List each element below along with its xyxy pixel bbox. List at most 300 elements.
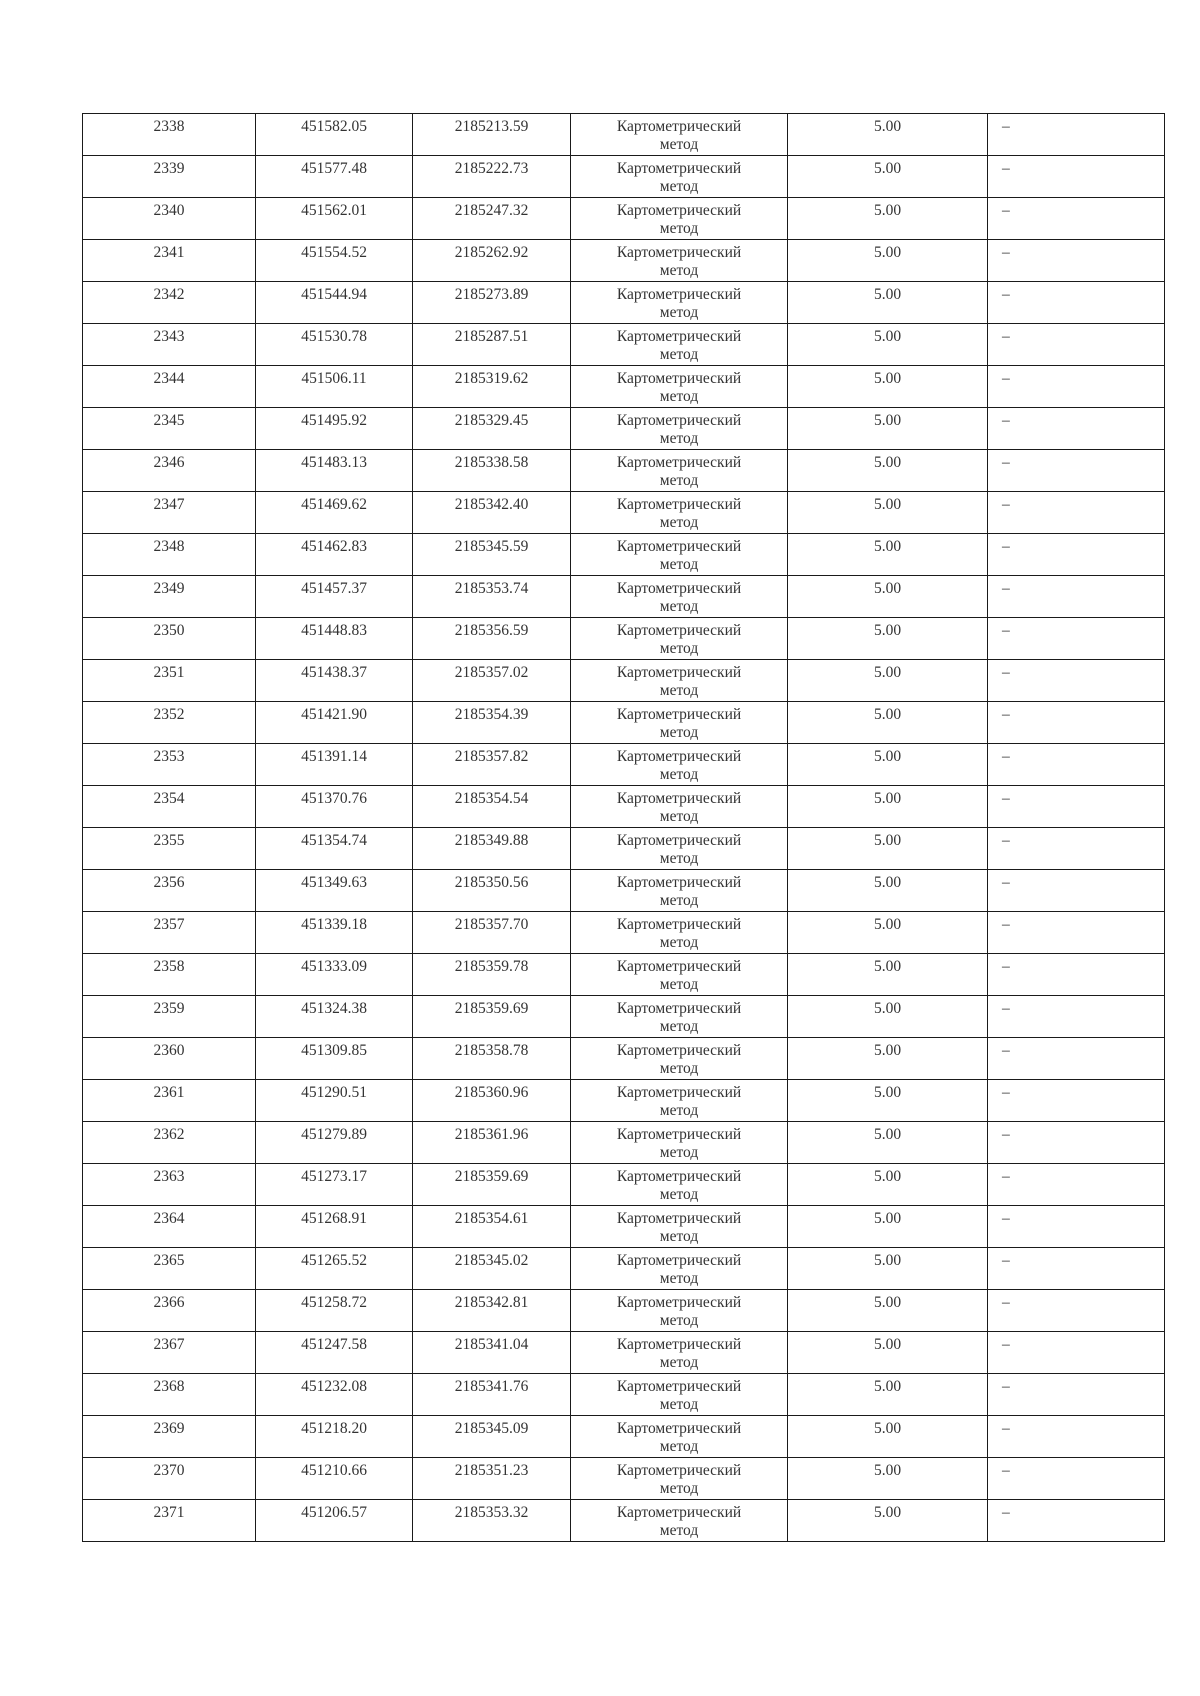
table-row (83, 1458, 1165, 1500)
point-number-cell (83, 1416, 256, 1458)
point-number: 2364 (153, 1210, 185, 1227)
y-coordinate: 2185350.56 (454, 874, 529, 891)
x-coordinate-cell (256, 870, 413, 912)
point-number: 2352 (153, 706, 185, 723)
method-cell (571, 282, 788, 324)
note-value: – (1002, 832, 1010, 849)
x-coordinate-cell (256, 786, 413, 828)
note-cell (988, 1164, 1165, 1206)
accuracy-value: 5.00 (873, 874, 902, 891)
point-number: 2356 (153, 874, 185, 891)
method-cell (571, 618, 788, 660)
point-number-cell (83, 954, 256, 996)
method-text-line1: Картометрический (616, 916, 742, 933)
x-coordinate-cell (256, 1332, 413, 1374)
accuracy-cell (788, 1374, 988, 1416)
point-number-cell (83, 1374, 256, 1416)
accuracy-value: 5.00 (873, 412, 902, 429)
y-coordinate: 2185353.32 (454, 1504, 529, 1521)
accuracy-cell (788, 114, 988, 156)
method-cell (571, 198, 788, 240)
point-number-cell (83, 828, 256, 870)
y-coordinate: 2185319.62 (454, 370, 529, 387)
method-text-line2: метод (659, 1354, 699, 1371)
point-number: 2369 (153, 1420, 185, 1437)
point-number: 2345 (153, 412, 185, 429)
method-text-line1: Картометрический (616, 1378, 742, 1395)
x-coordinate-cell (256, 1122, 413, 1164)
accuracy-cell (788, 702, 988, 744)
method-text-line1: Картометрический (616, 706, 742, 723)
note-cell (988, 1290, 1165, 1332)
method-text-line2: метод (659, 766, 699, 783)
note-value: – (1002, 1378, 1010, 1395)
x-coordinate-cell (256, 1416, 413, 1458)
note-value: – (1002, 1126, 1010, 1143)
y-coordinate: 2185357.70 (454, 916, 529, 933)
method-text-line1: Картометрический (616, 1504, 742, 1521)
method-cell (571, 912, 788, 954)
method-text-line1: Картометрический (616, 664, 742, 681)
method-text-line2: метод (659, 178, 699, 195)
point-number: 2368 (153, 1378, 185, 1395)
note-value: – (1002, 1504, 1010, 1521)
point-number: 2349 (153, 580, 185, 597)
x-coordinate-cell (256, 828, 413, 870)
method-cell (571, 576, 788, 618)
note-cell (988, 1458, 1165, 1500)
y-coordinate-cell (413, 366, 571, 408)
y-coordinate-cell (413, 1080, 571, 1122)
table-row (83, 786, 1165, 828)
y-coordinate-cell (413, 282, 571, 324)
y-coordinate-cell (413, 198, 571, 240)
y-coordinate: 2185342.81 (454, 1294, 529, 1311)
note-value: – (1002, 1210, 1010, 1227)
note-cell (988, 660, 1165, 702)
accuracy-value: 5.00 (873, 706, 902, 723)
point-number-cell (83, 576, 256, 618)
y-coordinate: 2185273.89 (454, 286, 529, 303)
x-coordinate-cell (256, 1248, 413, 1290)
note-cell (988, 198, 1165, 240)
method-cell (571, 1122, 788, 1164)
method-text-line1: Картометрический (616, 160, 742, 177)
point-number: 2341 (153, 244, 185, 261)
method-text-line2: метод (659, 598, 699, 615)
point-number: 2361 (153, 1084, 185, 1101)
accuracy-value: 5.00 (873, 160, 902, 177)
note-cell (988, 534, 1165, 576)
y-coordinate-cell (413, 1122, 571, 1164)
note-value: – (1002, 1294, 1010, 1311)
note-value: – (1002, 1000, 1010, 1017)
table-row (83, 576, 1165, 618)
point-number: 2359 (153, 1000, 185, 1017)
method-text-line1: Картометрический (616, 1084, 742, 1101)
table-row (83, 1500, 1165, 1542)
method-cell (571, 828, 788, 870)
y-coordinate: 2185358.78 (454, 1042, 529, 1059)
table-row (83, 324, 1165, 366)
x-coordinate: 451258.72 (301, 1294, 367, 1311)
x-coordinate: 451577.48 (301, 160, 367, 177)
y-coordinate-cell (413, 1290, 571, 1332)
method-text-line2: метод (659, 136, 699, 153)
point-number-cell (83, 744, 256, 786)
method-text-line2: метод (659, 1144, 699, 1161)
method-text-line2: метод (659, 388, 699, 405)
accuracy-cell (788, 1290, 988, 1332)
point-number-cell (83, 492, 256, 534)
method-text-line2: метод (659, 850, 699, 867)
note-value: – (1002, 118, 1010, 135)
x-coordinate: 451391.14 (301, 748, 367, 765)
y-coordinate: 2185359.69 (454, 1168, 529, 1185)
note-value: – (1002, 538, 1010, 555)
point-number-cell (83, 1500, 256, 1542)
note-value: – (1002, 916, 1010, 933)
method-text-line2: метод (659, 682, 699, 699)
point-number: 2367 (153, 1336, 185, 1353)
note-value: – (1002, 748, 1010, 765)
method-text-line2: метод (659, 262, 699, 279)
y-coordinate: 2185213.59 (454, 118, 529, 135)
note-value: – (1002, 874, 1010, 891)
x-coordinate-cell (256, 240, 413, 282)
method-text-line1: Картометрический (616, 1168, 742, 1185)
method-text-line1: Картометрический (616, 454, 742, 471)
x-coordinate: 451438.37 (301, 664, 367, 681)
note-value: – (1002, 1042, 1010, 1059)
method-text-line2: метод (659, 1102, 699, 1119)
accuracy-cell (788, 492, 988, 534)
method-text-line2: метод (659, 1438, 699, 1455)
method-text-line1: Картометрический (616, 286, 742, 303)
point-number: 2362 (153, 1126, 185, 1143)
method-text-line2: метод (659, 1312, 699, 1329)
x-coordinate-cell (256, 1038, 413, 1080)
accuracy-cell (788, 912, 988, 954)
method-text-line1: Картометрический (616, 1210, 742, 1227)
y-coordinate: 2185329.45 (454, 412, 529, 429)
y-coordinate: 2185222.73 (454, 160, 529, 177)
table-row (83, 1416, 1165, 1458)
note-cell (988, 870, 1165, 912)
method-cell (571, 366, 788, 408)
point-number-cell (83, 1290, 256, 1332)
method-text-line1: Картометрический (616, 1336, 742, 1353)
table-row (83, 366, 1165, 408)
x-coordinate-cell (256, 324, 413, 366)
method-cell (571, 492, 788, 534)
accuracy-cell (788, 240, 988, 282)
method-text-line2: метод (659, 1228, 699, 1245)
method-cell (571, 1206, 788, 1248)
accuracy-value: 5.00 (873, 202, 902, 219)
note-value: – (1002, 1336, 1010, 1353)
accuracy-cell (788, 366, 988, 408)
y-coordinate: 2185342.40 (454, 496, 529, 513)
x-coordinate-cell (256, 1374, 413, 1416)
point-number: 2357 (153, 916, 185, 933)
method-cell (571, 408, 788, 450)
point-number: 2363 (153, 1168, 185, 1185)
note-cell (988, 1248, 1165, 1290)
x-coordinate: 451206.57 (301, 1504, 367, 1521)
note-cell (988, 1206, 1165, 1248)
point-number-cell (83, 324, 256, 366)
accuracy-cell (788, 870, 988, 912)
point-number-cell (83, 366, 256, 408)
note-cell (988, 702, 1165, 744)
table-row (83, 1374, 1165, 1416)
accuracy-value: 5.00 (873, 1210, 902, 1227)
method-text-line2: метод (659, 1060, 699, 1077)
method-text-line2: метод (659, 430, 699, 447)
method-cell (571, 702, 788, 744)
x-coordinate-cell (256, 1500, 413, 1542)
note-cell (988, 366, 1165, 408)
method-text-line1: Картометрический (616, 1294, 742, 1311)
method-text-line1: Картометрический (616, 1042, 742, 1059)
table-row (83, 1080, 1165, 1122)
accuracy-value: 5.00 (873, 1042, 902, 1059)
accuracy-value: 5.00 (873, 958, 902, 975)
point-number: 2350 (153, 622, 185, 639)
method-cell (571, 534, 788, 576)
method-text-line1: Картометрический (616, 1126, 742, 1143)
point-number-cell (83, 156, 256, 198)
y-coordinate: 2185341.04 (454, 1336, 529, 1353)
y-coordinate: 2185345.09 (454, 1420, 529, 1437)
x-coordinate: 451309.85 (301, 1042, 367, 1059)
note-value: – (1002, 496, 1010, 513)
table-row (83, 1290, 1165, 1332)
note-cell (988, 576, 1165, 618)
x-coordinate-cell (256, 618, 413, 660)
method-text-line1: Картометрический (616, 1462, 742, 1479)
x-coordinate: 451279.89 (301, 1126, 367, 1143)
method-text-line1: Картометрический (616, 412, 742, 429)
y-coordinate-cell (413, 576, 571, 618)
method-text-line1: Картометрический (616, 874, 742, 891)
accuracy-cell (788, 156, 988, 198)
y-coordinate-cell (413, 534, 571, 576)
note-cell (988, 1332, 1165, 1374)
method-cell (571, 1164, 788, 1206)
method-text-line2: метод (659, 556, 699, 573)
y-coordinate: 2185361.96 (454, 1126, 529, 1143)
y-coordinate-cell (413, 744, 571, 786)
x-coordinate-cell (256, 912, 413, 954)
x-coordinate-cell (256, 1458, 413, 1500)
y-coordinate: 2185345.59 (454, 538, 529, 555)
note-value: – (1002, 454, 1010, 471)
accuracy-cell (788, 996, 988, 1038)
x-coordinate: 451544.94 (301, 286, 367, 303)
method-text-line1: Картометрический (616, 790, 742, 807)
x-coordinate: 451268.91 (301, 1210, 367, 1227)
method-text-line1: Картометрический (616, 118, 742, 135)
accuracy-value: 5.00 (873, 1294, 902, 1311)
point-number: 2346 (153, 454, 185, 471)
accuracy-cell (788, 282, 988, 324)
point-number-cell (83, 1080, 256, 1122)
point-number-cell (83, 870, 256, 912)
note-cell (988, 324, 1165, 366)
x-coordinate-cell (256, 492, 413, 534)
method-cell (571, 324, 788, 366)
point-number-cell (83, 1458, 256, 1500)
point-number: 2371 (153, 1504, 185, 1521)
accuracy-cell (788, 1458, 988, 1500)
x-coordinate: 451483.13 (301, 454, 367, 471)
x-coordinate: 451339.18 (301, 916, 367, 933)
point-number-cell (83, 702, 256, 744)
accuracy-value: 5.00 (873, 1420, 902, 1437)
accuracy-value: 5.00 (873, 664, 902, 681)
method-text-line2: метод (659, 346, 699, 363)
x-coordinate-cell (256, 744, 413, 786)
x-coordinate-cell (256, 1206, 413, 1248)
x-coordinate: 451457.37 (301, 580, 367, 597)
point-number: 2370 (153, 1462, 185, 1479)
table-row (83, 534, 1165, 576)
point-number: 2365 (153, 1252, 185, 1269)
y-coordinate-cell (413, 828, 571, 870)
point-number-cell (83, 198, 256, 240)
method-text-line1: Картометрический (616, 580, 742, 597)
method-text-line2: метод (659, 514, 699, 531)
point-number: 2348 (153, 538, 185, 555)
point-number-cell (83, 1206, 256, 1248)
accuracy-cell (788, 324, 988, 366)
method-text-line2: метод (659, 304, 699, 321)
point-number: 2355 (153, 832, 185, 849)
y-coordinate: 2185357.02 (454, 664, 529, 681)
x-coordinate-cell (256, 1290, 413, 1332)
point-number-cell (83, 1038, 256, 1080)
note-cell (988, 408, 1165, 450)
method-cell (571, 786, 788, 828)
method-text-line1: Картометрический (616, 748, 742, 765)
y-coordinate: 2185356.59 (454, 622, 529, 639)
point-number-cell (83, 996, 256, 1038)
point-number-cell (83, 660, 256, 702)
note-value: – (1002, 286, 1010, 303)
y-coordinate: 2185247.32 (454, 202, 529, 219)
accuracy-cell (788, 1164, 988, 1206)
accuracy-value: 5.00 (873, 832, 902, 849)
y-coordinate-cell (413, 450, 571, 492)
accuracy-cell (788, 1500, 988, 1542)
x-coordinate: 451265.52 (301, 1252, 367, 1269)
accuracy-cell (788, 1080, 988, 1122)
accuracy-cell (788, 1206, 988, 1248)
method-text-line2: метод (659, 976, 699, 993)
method-cell (571, 996, 788, 1038)
x-coordinate: 451506.11 (301, 370, 367, 387)
y-coordinate-cell (413, 912, 571, 954)
note-cell (988, 1500, 1165, 1542)
x-coordinate: 451349.63 (301, 874, 367, 891)
x-coordinate: 451554.52 (301, 244, 367, 261)
accuracy-cell (788, 576, 988, 618)
x-coordinate-cell (256, 156, 413, 198)
table-row (83, 702, 1165, 744)
x-coordinate-cell (256, 534, 413, 576)
x-coordinate: 451370.76 (301, 790, 367, 807)
method-cell (571, 1332, 788, 1374)
x-coordinate: 451232.08 (301, 1378, 367, 1395)
method-cell (571, 450, 788, 492)
y-coordinate-cell (413, 1416, 571, 1458)
accuracy-value: 5.00 (873, 1378, 902, 1395)
method-text-line1: Картометрический (616, 1000, 742, 1017)
accuracy-cell (788, 408, 988, 450)
table-row (83, 1206, 1165, 1248)
x-coordinate-cell (256, 450, 413, 492)
point-number-cell (83, 1164, 256, 1206)
y-coordinate: 2185287.51 (454, 328, 529, 345)
y-coordinate-cell (413, 1206, 571, 1248)
accuracy-value: 5.00 (873, 1462, 902, 1479)
note-cell (988, 450, 1165, 492)
x-coordinate: 451324.38 (301, 1000, 367, 1017)
table-row (83, 1122, 1165, 1164)
x-coordinate: 451582.05 (301, 118, 367, 135)
point-number: 2342 (153, 286, 185, 303)
note-cell (988, 912, 1165, 954)
method-cell (571, 954, 788, 996)
y-coordinate-cell (413, 954, 571, 996)
x-coordinate-cell (256, 1164, 413, 1206)
note-cell (988, 1122, 1165, 1164)
accuracy-cell (788, 1038, 988, 1080)
table-row (83, 996, 1165, 1038)
x-coordinate-cell (256, 702, 413, 744)
note-value: – (1002, 958, 1010, 975)
accuracy-value: 5.00 (873, 454, 902, 471)
table-row (83, 1164, 1165, 1206)
point-number: 2351 (153, 664, 185, 681)
method-text-line1: Картометрический (616, 496, 742, 513)
point-number: 2339 (153, 160, 185, 177)
table-row (83, 114, 1165, 156)
accuracy-cell (788, 786, 988, 828)
accuracy-value: 5.00 (873, 1252, 902, 1269)
accuracy-value: 5.00 (873, 1084, 902, 1101)
x-coordinate: 451354.74 (301, 832, 367, 849)
y-coordinate: 2185354.39 (454, 706, 529, 723)
y-coordinate-cell (413, 156, 571, 198)
method-cell (571, 1248, 788, 1290)
accuracy-value: 5.00 (873, 1168, 902, 1185)
y-coordinate: 2185357.82 (454, 748, 529, 765)
x-coordinate-cell (256, 114, 413, 156)
method-text-line2: метод (659, 892, 699, 909)
point-number: 2353 (153, 748, 185, 765)
accuracy-cell (788, 198, 988, 240)
note-value: – (1002, 412, 1010, 429)
table-row (83, 618, 1165, 660)
point-number: 2343 (153, 328, 185, 345)
note-cell (988, 996, 1165, 1038)
accuracy-value: 5.00 (873, 328, 902, 345)
accuracy-value: 5.00 (873, 370, 902, 387)
x-coordinate-cell (256, 576, 413, 618)
